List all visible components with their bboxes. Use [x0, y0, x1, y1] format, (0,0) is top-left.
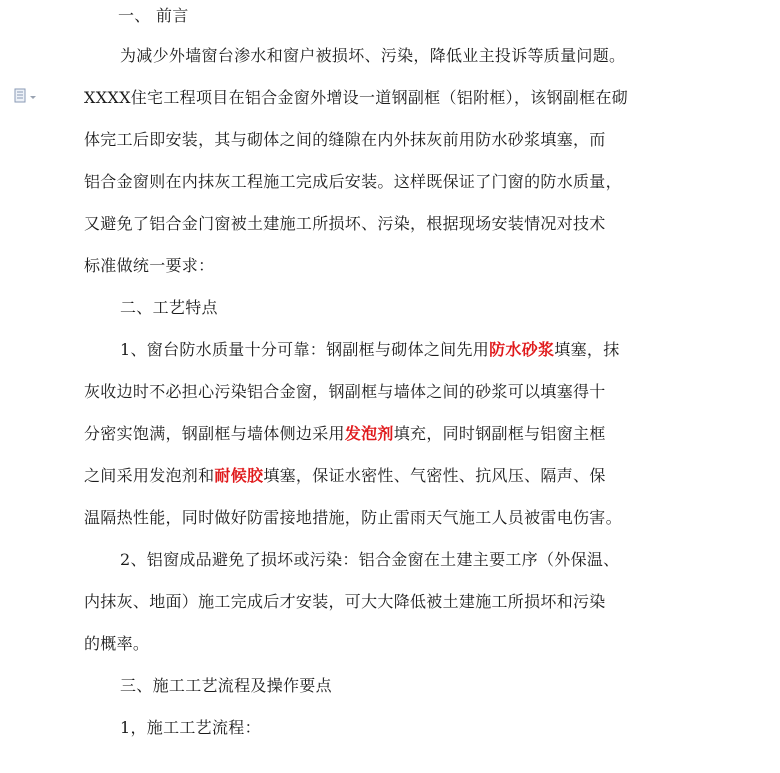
heading-process-features: 二、工艺特点 [120, 298, 218, 317]
highlighted-term: 发泡剂 [344, 424, 394, 443]
paragraph-line: 的概率。 [84, 634, 150, 653]
paragraph-line: 内抹灰、地面）施工完成后才安装，可大大降低被土建施工所损坏和污染 [84, 592, 606, 611]
paragraph-line [120, 340, 690, 360]
paragraph-line: 为减少外墙窗台渗水和窗户被损坏、污染，降低业主投诉等质量问题。 [120, 46, 626, 65]
paragraph-line: 灰收边时不必担心污染铝合金窗，钢副框与墙体之间的砂浆可以填塞得十 [84, 382, 606, 401]
highlighted-term: 耐候胶 [214, 466, 264, 485]
paragraph-line: 温隔热性能，同时做好防雷接地措施，防止雷雨天气施工人员被雷电伤害。 [84, 508, 622, 527]
paragraph-line: 铝合金窗则在内抹灰工程施工完成后安装。这样既保证了门窗的防水质量， [84, 172, 622, 191]
highlighted-term: 防水砂浆 [489, 340, 555, 359]
text-segment: 填充，同时钢副框与铝窗主框 [393, 424, 606, 443]
heading-preface: 一、 前言 [118, 6, 189, 25]
subheading-process-flow: 1，施工工艺流程： [120, 718, 261, 737]
text-segment: 1、窗台防水质量十分可靠：钢副框与砌体之间先用 [120, 340, 490, 359]
heading-construction-process: 三、施工工艺流程及操作要点 [120, 676, 332, 695]
text-segment: 填塞，保证水密性、气密性、抗风压、隔声、保 [263, 466, 606, 485]
text-segment: 填塞，抹 [554, 340, 620, 359]
document-icon[interactable] [14, 88, 40, 104]
paragraph-line: 体完工后即安装，其与砌体之间的缝隙在内外抹灰前用防水砂浆填塞，而 [84, 130, 606, 149]
paragraph-line: XXXX住宅工程项目在铝合金窗外增设一道钢副框（铝附框），该钢副框在砌 [84, 88, 629, 107]
text-segment: 分密实饱满，钢副框与墙体侧边采用 [84, 424, 345, 443]
paragraph-line: 2、铝窗成品避免了损坏或污染：铝合金窗在土建主要工序（外保温、 [120, 550, 620, 569]
text-segment: 之间采用发泡剂和 [84, 466, 215, 485]
paragraph-line [84, 466, 690, 486]
paragraph-line: 又避免了铝合金门窗被土建施工所损坏、污染，根据现场安装情况对技术 [84, 214, 606, 233]
paragraph-line [84, 424, 690, 444]
paragraph-line: 标准做统一要求： [84, 256, 215, 275]
